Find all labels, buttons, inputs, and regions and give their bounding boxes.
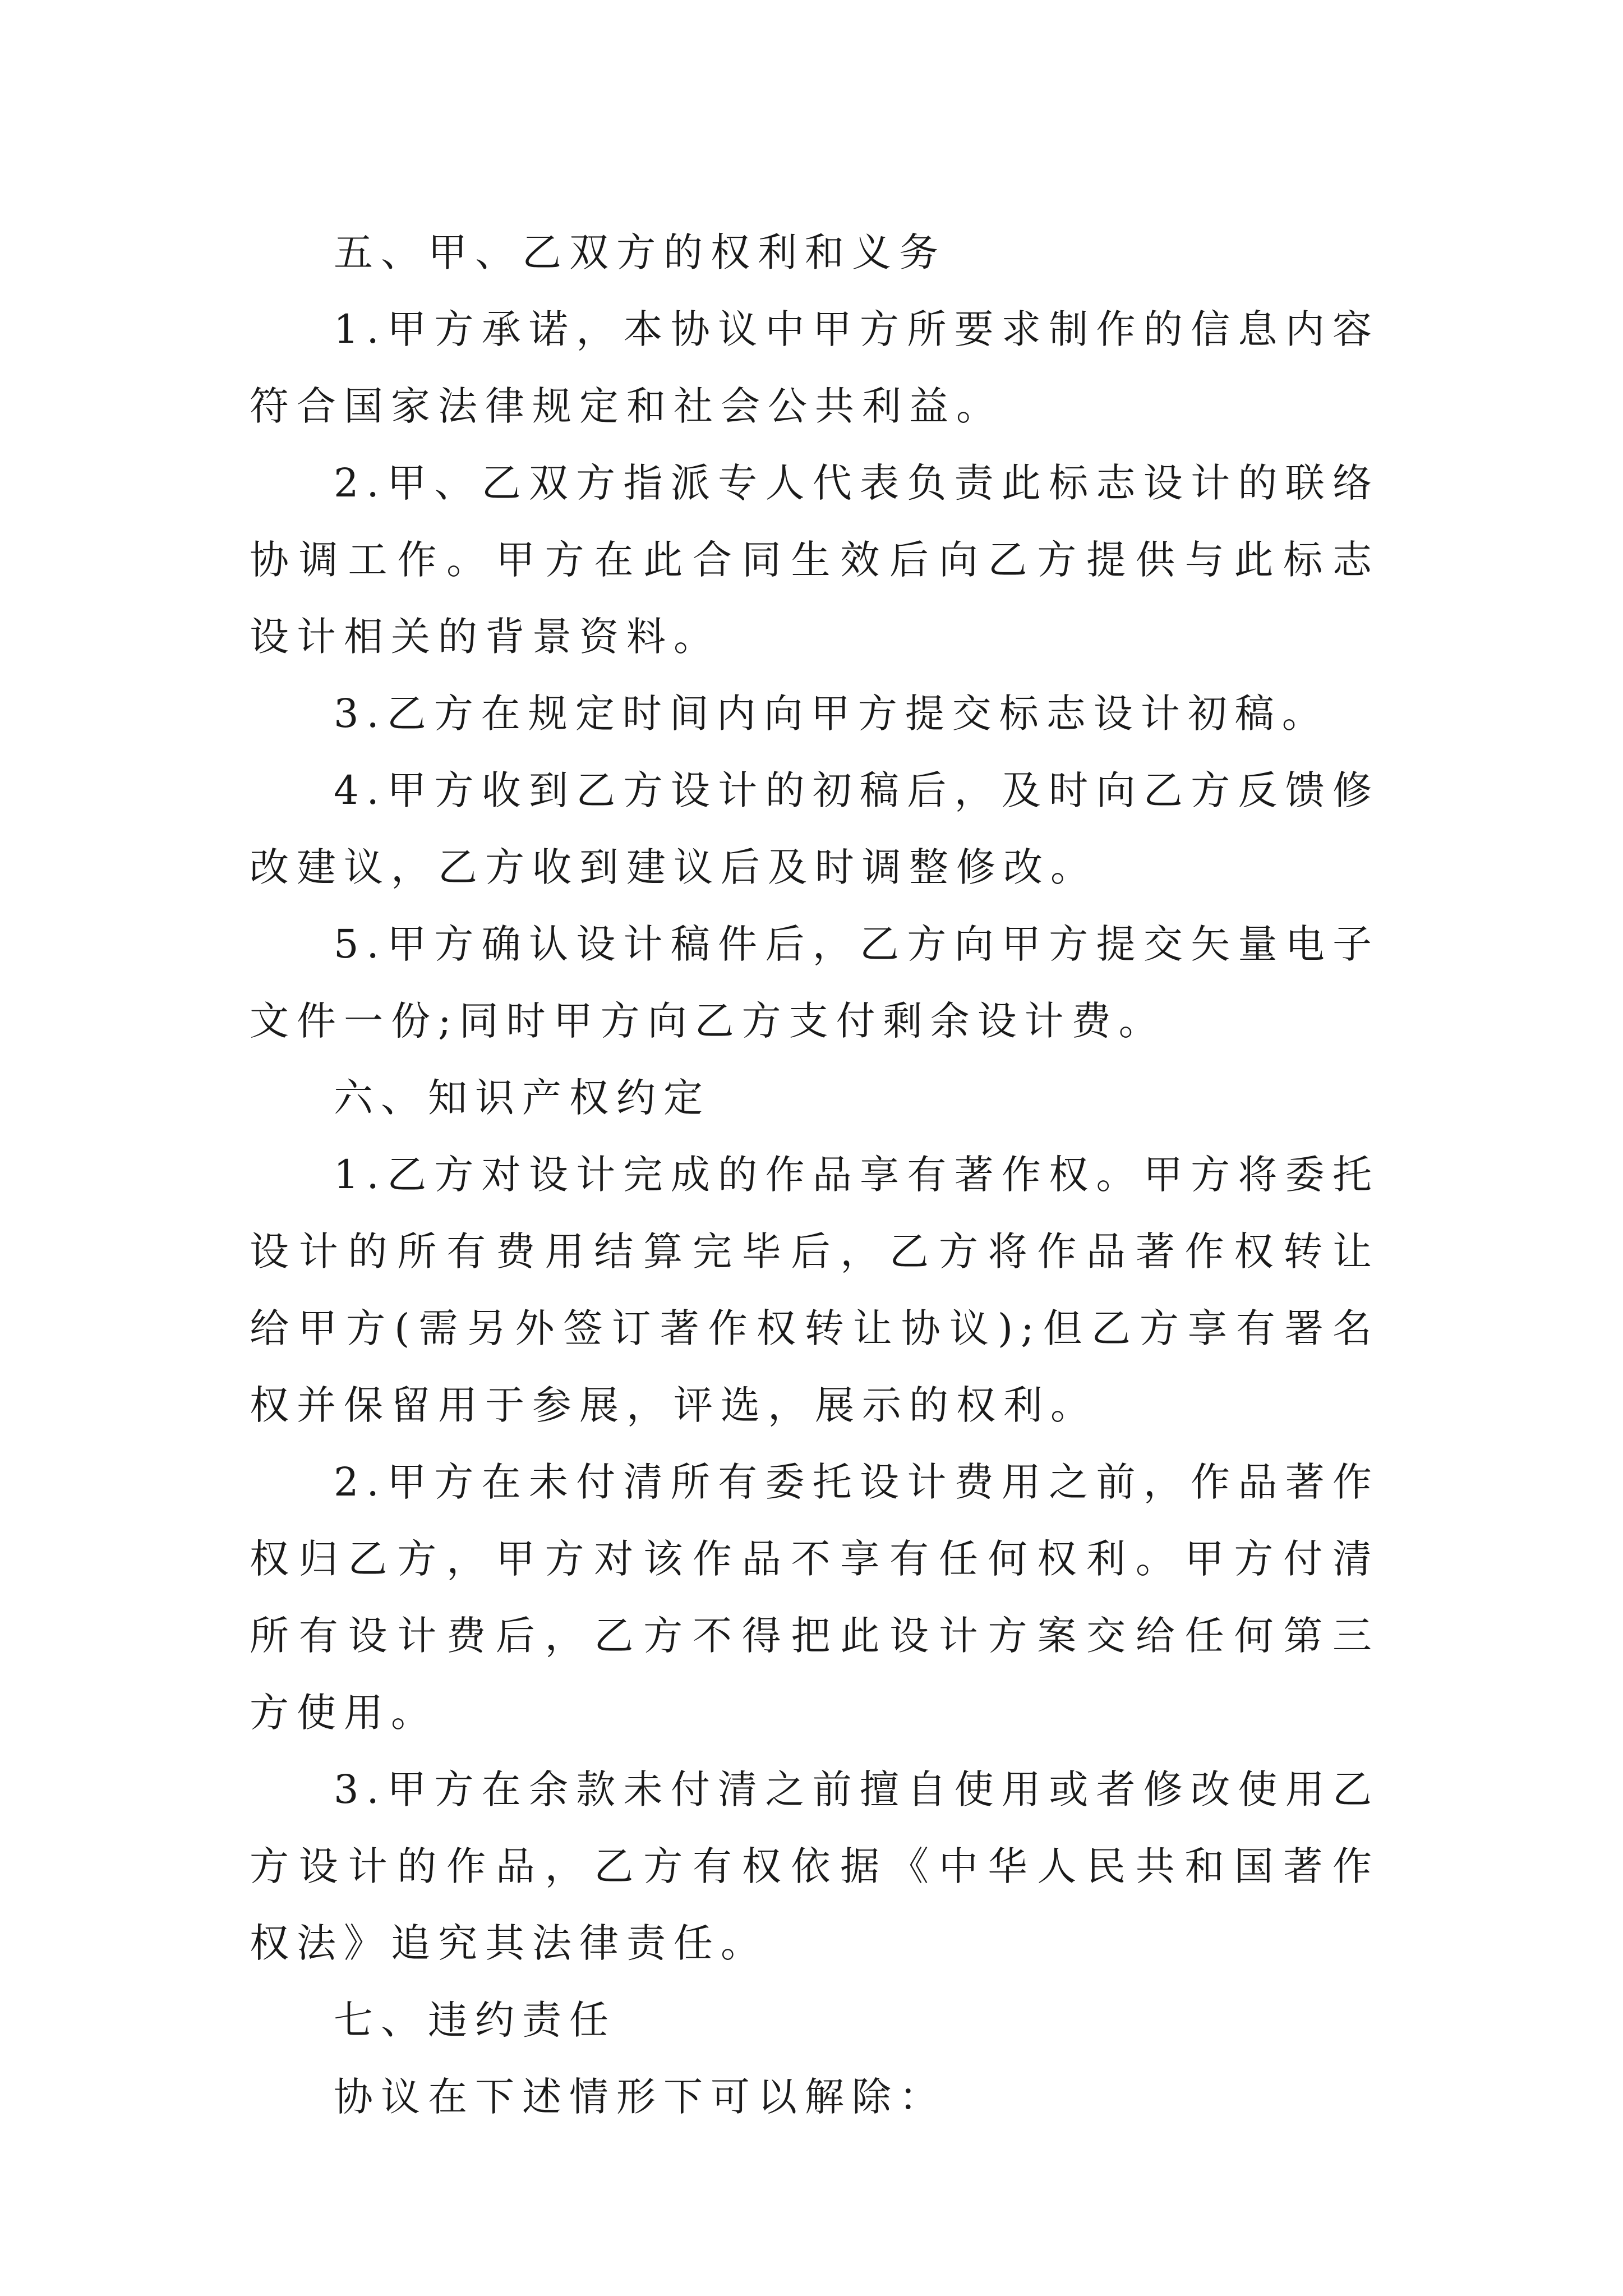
- clause-6-2: 2.甲方在未付清所有委托设计费用之前，作品著作权归乙方，甲方对该作品不享有任何权利。甲方付清所有设计费后，乙方不得把此设计方案交给任何第三方使用。: [250, 1459, 1380, 1736]
- clause-5-2: 2.甲、乙双方指派专人代表负责此标志设计的联络协调工作。甲方在此合同生效后向乙方提供与此标志设计相关的背景资料。: [250, 460, 1380, 660]
- clause-6-1: 1.乙方对设计完成的作品享有著作权。甲方将委托设计的所有费用结算完毕后，乙方将作品著作权转让给甲方(需另外签订著作权转让协议);但乙方享有署名权并保留用于参展，评选，展示的权利。: [250, 1152, 1380, 1428]
- clause-6-3: 3.甲方在余款未付清之前擅自使用或者修改使用乙方设计的作品，乙方有权依据《中华人民共和国著作权法》追究其法律责任。: [250, 1766, 1380, 1966]
- clause-7-intro: 协议在下述情形下可以解除：: [334, 2074, 946, 2120]
- section-heading-rights-obligations: 五、甲、乙双方的权利和义务: [334, 229, 946, 275]
- document-body: [250, 214, 1380, 2136]
- clause-5-3: 3.乙方在规定时间内向甲方提交标志设计初稿。: [334, 691, 1329, 737]
- clause-5-5: 5.甲方确认设计稿件后，乙方向甲方提交矢量电子文件一份;同时甲方向乙方支付剩余设计费。: [250, 921, 1380, 1044]
- clause-5-1: 1.甲方承诺，本协议中甲方所要求制作的信息内容符合国家法律规定和社会公共利益。: [250, 306, 1380, 429]
- section-heading-intellectual-property: 六、知识产权约定: [334, 1075, 711, 1121]
- section-heading-breach-liability: 七、违约责任: [334, 1997, 616, 2043]
- clause-5-4: 4.甲方收到乙方设计的初稿后，及时向乙方反馈修改建议，乙方收到建议后及时调整修改。: [250, 767, 1380, 890]
